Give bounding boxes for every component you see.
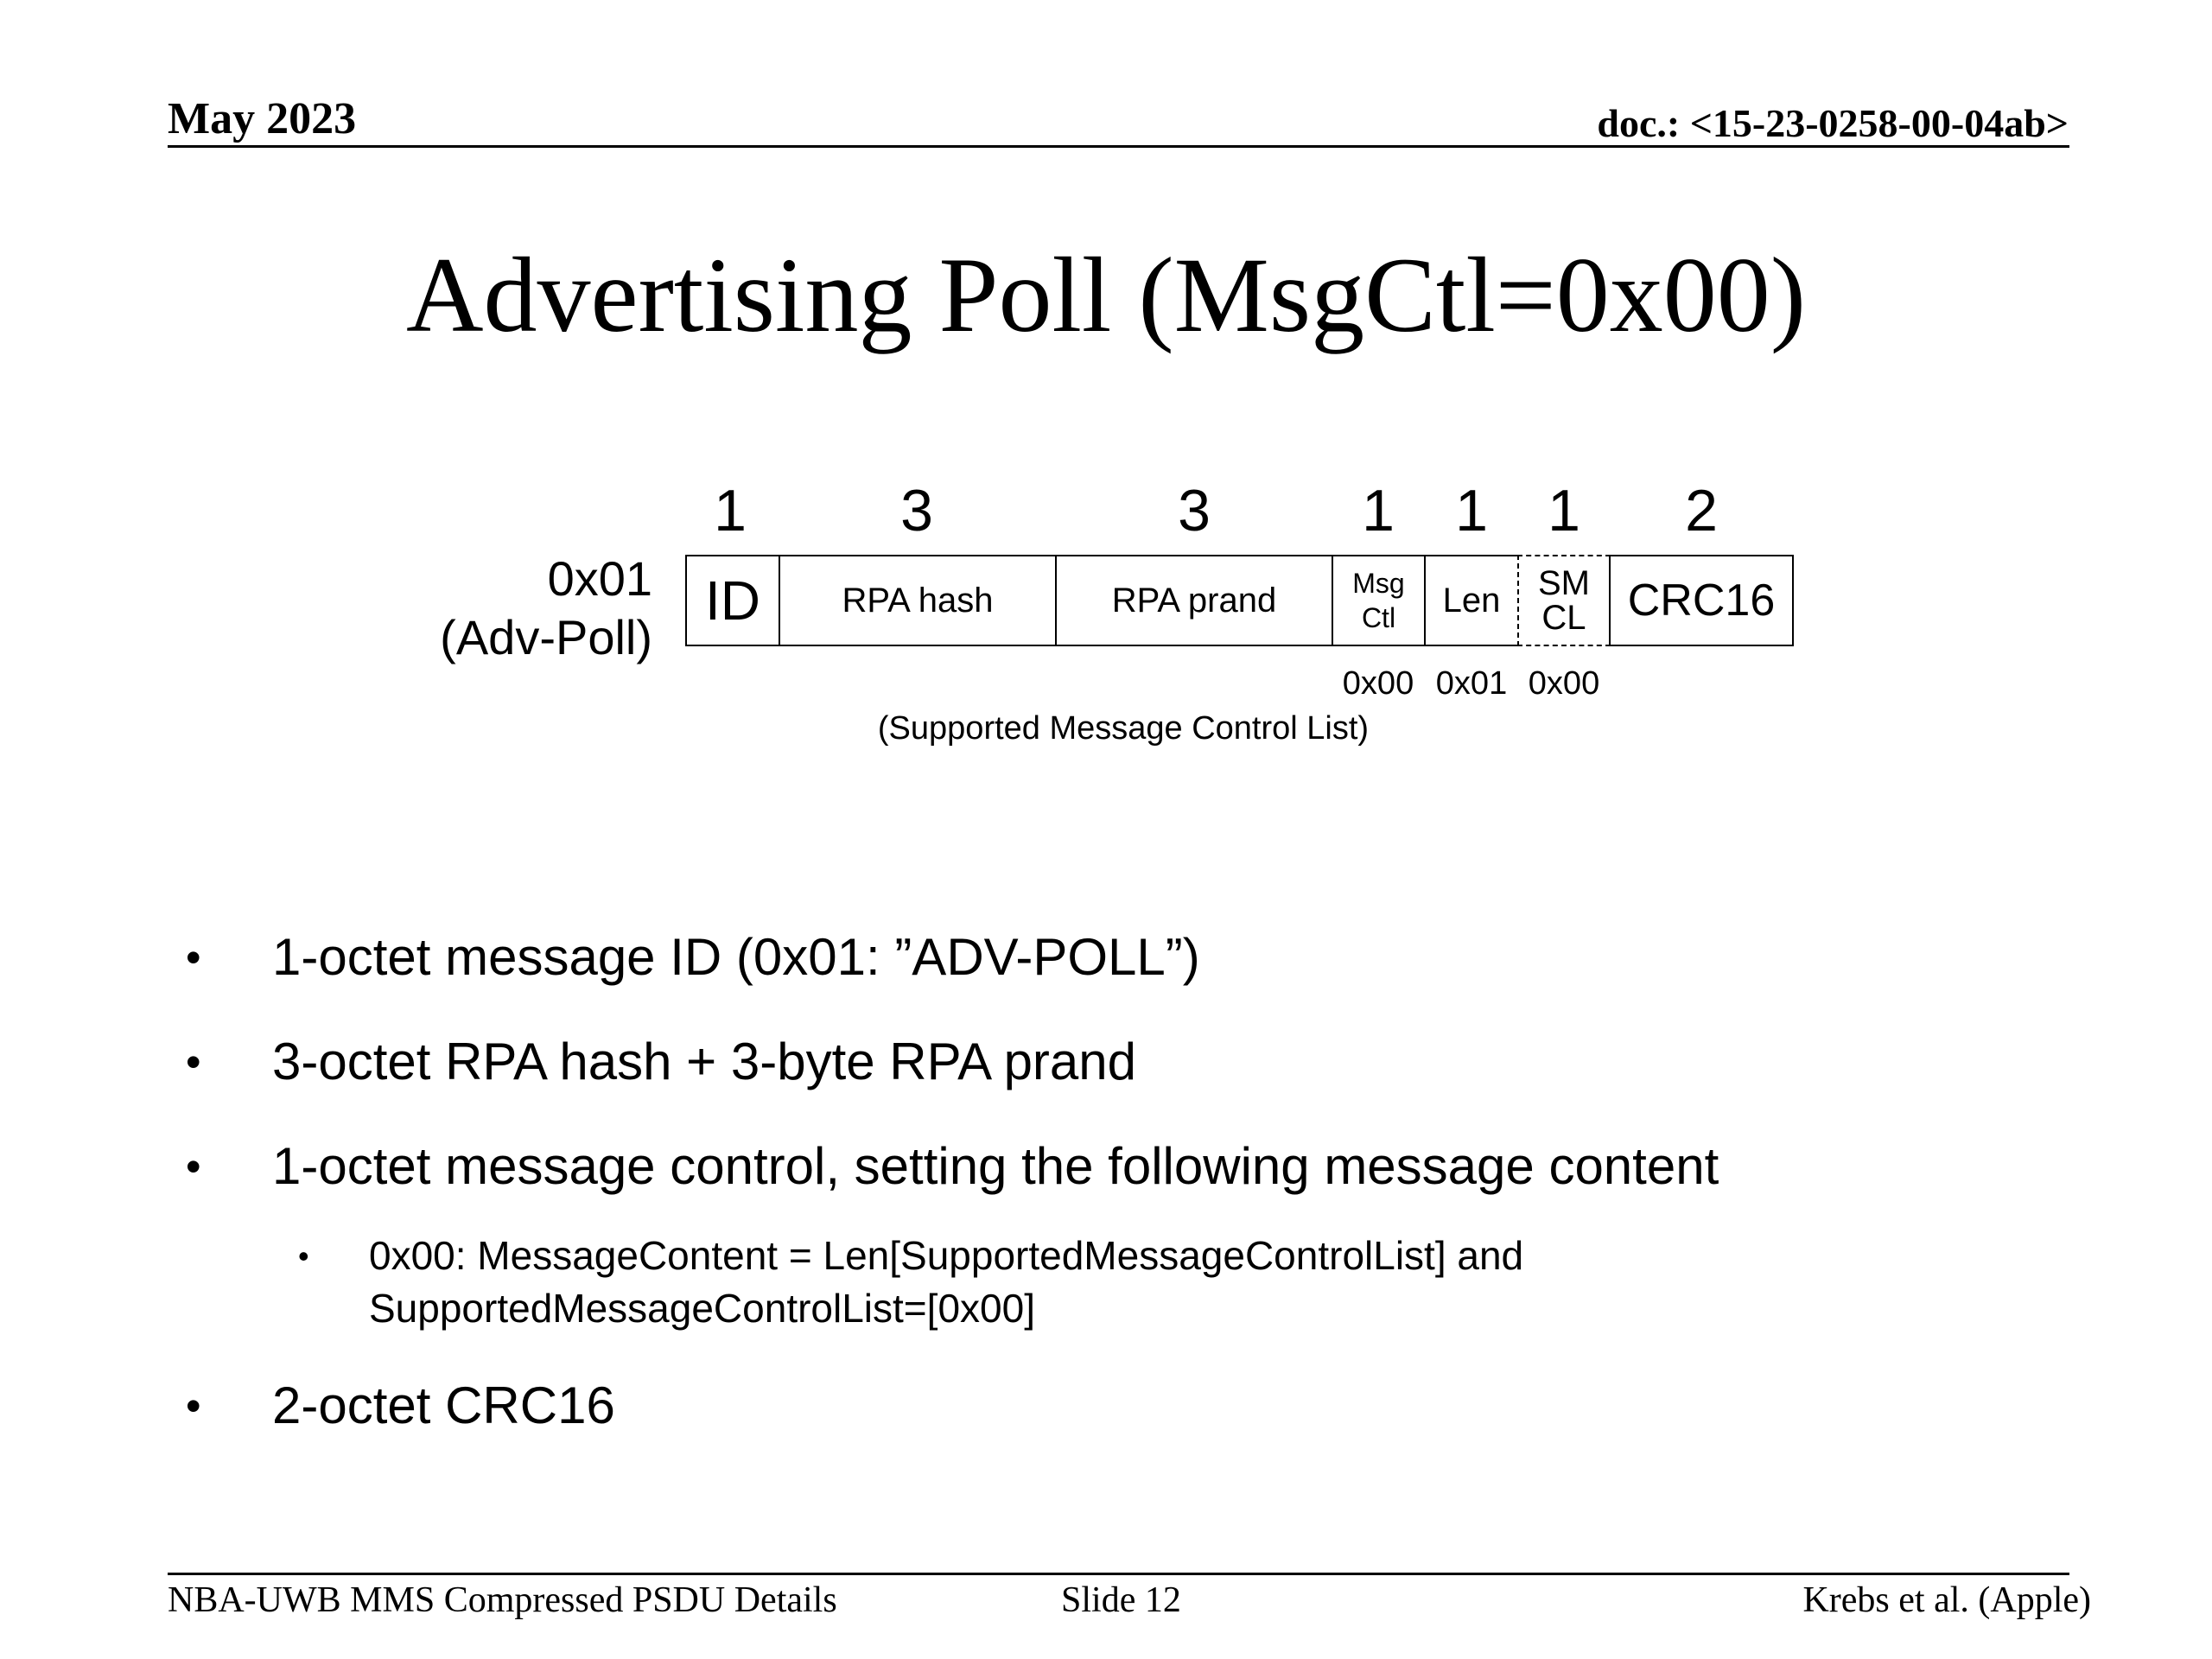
field-rpa-hash-label: RPA hash (842, 581, 994, 620)
sub-bullet-dot: • (298, 1238, 309, 1274)
header-date: May 2023 (168, 94, 357, 143)
footer-slide-number: Slide 12 (1061, 1580, 1181, 1620)
value-smcl: 0x00 (1528, 665, 1600, 702)
bullet-dot: • (186, 1142, 201, 1191)
field-msgctl-label-line1: Msg (1352, 568, 1405, 599)
value-msgctl: 0x00 (1342, 665, 1414, 702)
octet-count-msgctl: 1 (1362, 478, 1395, 543)
field-len (1424, 555, 1519, 646)
field-smcl-label-line2: CL (1541, 599, 1586, 637)
bullet-list (186, 925, 2087, 1478)
field-smcl-label-line1: SM (1538, 564, 1590, 602)
field-id (685, 555, 780, 646)
octet-count-id: 1 (714, 478, 747, 543)
field-rpa-prand-label: RPA prand (1111, 581, 1277, 620)
bullet-dot: • (186, 933, 201, 982)
field-crc16-label: CRC16 (1627, 575, 1776, 626)
bullet-text: 1-octet message ID (0x01: ”ADV-POLL”) (272, 928, 1200, 986)
octet-count-rpa-hash: 3 (900, 478, 933, 543)
bullet-item (186, 1134, 2087, 1199)
sub-bullet-text-line2: SupportedMessageControlList=[0x00] (369, 1286, 1035, 1331)
bullet-item (186, 1029, 2087, 1095)
octet-count-rpa-prand: 3 (1178, 478, 1211, 543)
bullet-text: 1-octet message control, setting the following message content (272, 1137, 1719, 1195)
octet-count-smcl: 1 (1548, 478, 1580, 543)
octet-count-len: 1 (1455, 478, 1488, 543)
bullet-dot: • (186, 1038, 201, 1086)
header-divider (168, 145, 2069, 148)
field-len-label: Len (1442, 581, 1501, 620)
field-msgctl (1332, 555, 1426, 646)
field-rpa-prand (1055, 555, 1333, 646)
bullet-dot: • (186, 1382, 201, 1430)
value-len: 0x01 (1435, 665, 1508, 702)
slide-title: Advertising Poll (MsgCtl=0x00) (406, 236, 1806, 354)
field-crc16 (1609, 555, 1794, 646)
bullet-item (186, 925, 2087, 990)
sub-bullet-item (186, 1230, 2087, 1335)
footer-authors: Krebs et al. (Apple) (1802, 1580, 2091, 1620)
field-smcl (1517, 555, 1611, 646)
field-id-label: ID (705, 569, 760, 632)
field-rpa-hash (779, 555, 1057, 646)
bullet-item (186, 1373, 2087, 1439)
field-msgctl-label-line2: Ctl (1361, 602, 1396, 633)
sub-bullet-text-line1: 0x00: MessageContent = Len[SupportedMessageControlList] and (369, 1233, 1524, 1278)
footer-doc-title: NBA-UWB MMS Compressed PSDU Details (168, 1580, 837, 1620)
header-doc-number: doc.: <15-23-0258-00-04ab> (1597, 101, 2069, 145)
bullet-text: 2-octet CRC16 (272, 1376, 615, 1434)
footer-divider (168, 1573, 2069, 1575)
octet-count-crc16: 2 (1685, 478, 1718, 543)
message-id-label (440, 550, 652, 667)
smcl-caption: (Supported Message Control List) (877, 710, 1370, 747)
bullet-text: 3-octet RPA hash + 3-byte RPA prand (272, 1033, 1137, 1090)
message-id-name: (Adv-Poll) (440, 610, 652, 664)
message-id-value: 0x01 (547, 551, 652, 606)
